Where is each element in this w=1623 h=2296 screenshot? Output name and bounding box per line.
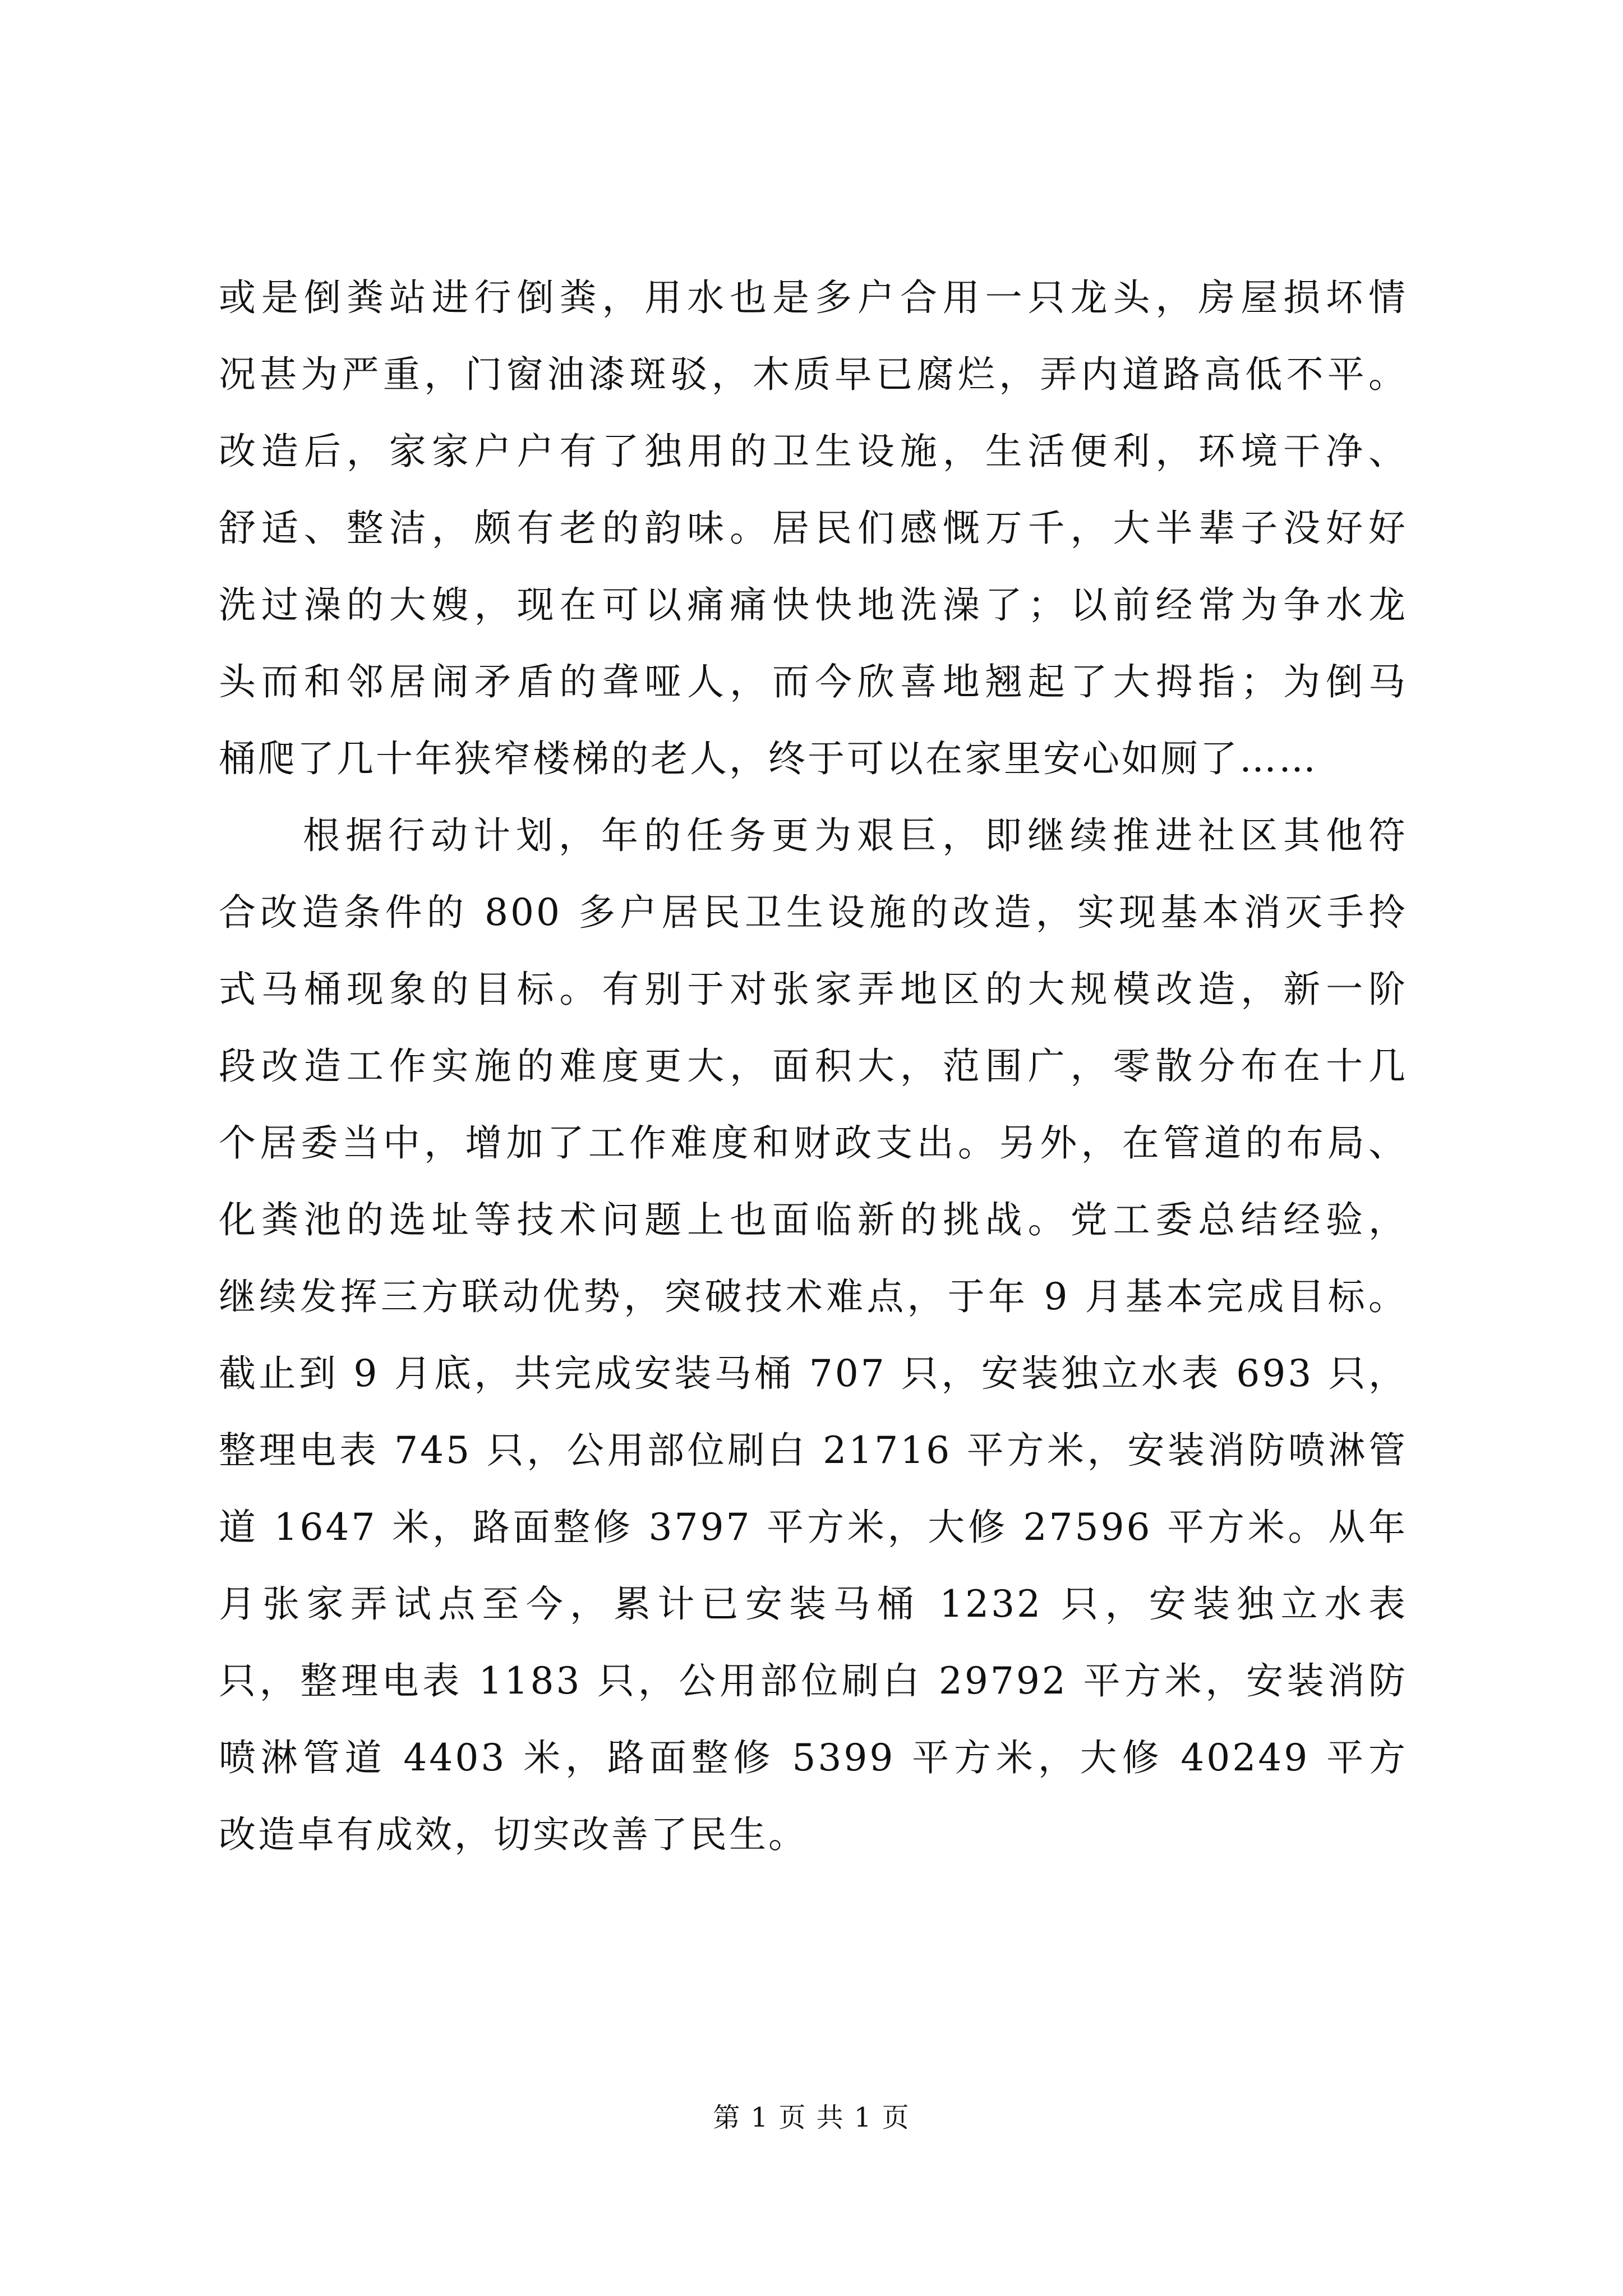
text-line: 继续发挥三方联动优势，突破技术难点，于年 9 月基本完成目标。 [219,1275,1408,1318]
text-line: 段改造工作实施的难度更大，面积大，范围广，零散分布在十几 [219,1045,1408,1088]
text-line: 喷淋管道 4403 米，路面整修 5399 平方米，大修 40249 平方 [219,1736,1408,1779]
text-line: 改造卓有成效，切实改善了民生。 [219,1813,808,1856]
text-line: 化粪池的选址等技术问题上也面临新的挑战。党工委总结经验， [219,1198,1408,1241]
text-line: 桶爬了几十年狭窄楼梯的老人，终于可以在家里安心如厕了…… [219,737,1318,780]
text-line: 或是倒粪站进行倒粪，用水也是多户合用一只龙头，房屋损坏情 [219,276,1408,319]
text-line: 况甚为严重，门窗油漆斑驳，木质早已腐烂，弄内道路高低不平。 [219,353,1408,396]
text-line: 道 1647 米，路面整修 3797 平方米，大修 27596 平方米。从年 [219,1506,1408,1549]
text-line: 根据行动计划，年的任务更为艰巨，即继续推进社区其他符 [303,814,1408,857]
text-line: 头而和邻居闹矛盾的聋哑人，而今欣喜地翘起了大拇指；为倒马 [219,660,1408,703]
page-footer: 第 1 页 共 1 页 [713,2102,910,2133]
text-line: 洗过澡的大嫂，现在可以痛痛快快地洗澡了；以前经常为争水龙 [219,583,1408,627]
text-line: 只，整理电表 1183 只，公用部位刷白 29792 平方米，安装消防 [219,1659,1408,1703]
text-line: 个居委当中，增加了工作难度和财政支出。另外，在管道的布局、 [219,1121,1408,1165]
text-line: 合改造条件的 800 多户居民卫生设施的改造，实现基本消灭手拎 [219,891,1408,934]
text-line: 截止到 9 月底，共完成安装马桶 707 只，安装独立水表 693 只， [219,1352,1408,1395]
text-line: 月张家弄试点至今，累计已安装马桶 1232 只，安装独立水表 [219,1582,1408,1626]
text-line: 改造后，家家户户有了独用的卫生设施，生活便利，环境干净、 [219,430,1408,473]
document-body [219,259,1408,1873]
text-line: 舒适、整洁，颇有老的韵味。居民们感慨万千，大半辈子没好好 [219,507,1408,550]
text-line: 整理电表 745 只，公用部位刷白 21716 平方米，安装消防喷淋管 [219,1429,1408,1472]
text-line: 式马桶现象的目标。有别于对张家弄地区的大规模改造，新一阶 [219,968,1408,1011]
